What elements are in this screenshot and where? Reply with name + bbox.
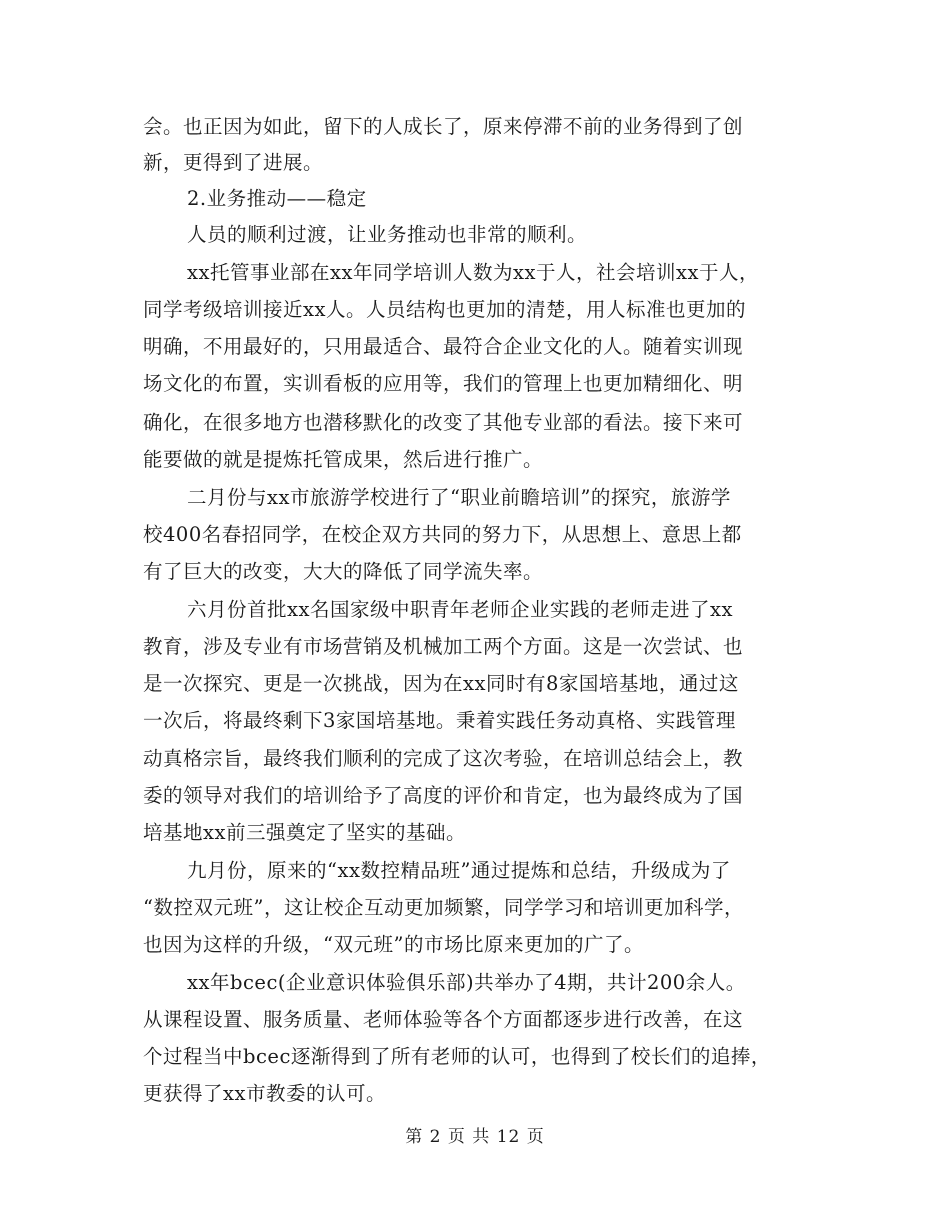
text-line: 能要做的就是提炼托管成果，然后进行推广。	[143, 448, 544, 471]
text-line: 场文化的布置，实训看板的应用等，我们的管理上也更加精细化、明	[143, 372, 744, 395]
text-line: 也因为这样的升级，“双元班”的市场比原来更加的广了。	[143, 933, 644, 956]
text-line: 确化，在很多地方也潜移默化的改变了其他专业部的看法。接下来可	[143, 411, 744, 434]
page-number-footer: 第 2 页 共 12 页	[405, 1127, 545, 1147]
text-line: 一次后，将最终剩下3家国培基地。秉着实践任务动真格、实践管理	[143, 709, 736, 732]
text-line: xx托管事业部在xx年同学培训人数为xx于人，社会培训xx于人，	[187, 261, 759, 284]
text-line: 会。也正因为如此，留下的人成长了，原来停滞不前的业务得到了创	[143, 115, 744, 138]
section-heading: 2.业务推动——稳定	[187, 187, 367, 210]
text-line: 个过程当中bcec逐渐得到了所有老师的认可，也得到了校长们的追捧，	[143, 1045, 771, 1068]
text-line: 二月份与xx市旅游学校进行了“职业前瞻培训”的探究，旅游学	[187, 486, 731, 509]
text-line: 人员的顺利过渡，让业务推动也非常的顺利。	[187, 223, 588, 246]
text-line: 从课程设置、服务质量、老师体验等各个方面都逐步进行改善，在这	[143, 1008, 744, 1031]
text-line: 新，更得到了进展。	[143, 151, 324, 174]
text-line: 明确，不用最好的，只用最适合、最符合企业文化的人。随着实训现	[143, 335, 744, 358]
text-line: 培基地xx前三强奠定了坚实的基础。	[143, 821, 466, 844]
text-line: 委的领导对我们的培训给予了高度的评价和肯定，也为最终成为了国	[143, 784, 744, 807]
text-line: 九月份，原来的“xx数控精品班”通过提炼和总结，升级成为了	[187, 859, 731, 882]
text-line: 动真格宗旨，最终我们顺利的完成了这次考验，在培训总结会上，教	[143, 747, 744, 770]
text-line: 六月份首批xx名国家级中职青年老师企业实践的老师走进了xx	[187, 598, 733, 621]
text-line: 校400名春招同学，在校企双方共同的努力下，从思想上、意思上都	[143, 523, 742, 546]
text-line: xx年bcec(企业意识体验俱乐部)共举办了4期，共计200余人。	[187, 971, 746, 994]
text-line: 有了巨大的改变，大大的降低了同学流失率。	[143, 560, 544, 583]
text-line: 更获得了xx市教委的认可。	[143, 1082, 386, 1105]
text-line: 教育，涉及专业有市场营销及机械加工两个方面。这是一次尝试、也	[143, 635, 744, 658]
text-line: 同学考级培训接近xx人。人员结构也更加的清楚，用人标准也更加的	[143, 298, 746, 321]
text-line: 是一次探究、更是一次挑战，因为在xx同时有8家国培基地，通过这	[143, 672, 739, 695]
text-line: “数控双元班”，这让校企互动更加频繁，同学学习和培训更加科学，	[143, 896, 744, 919]
